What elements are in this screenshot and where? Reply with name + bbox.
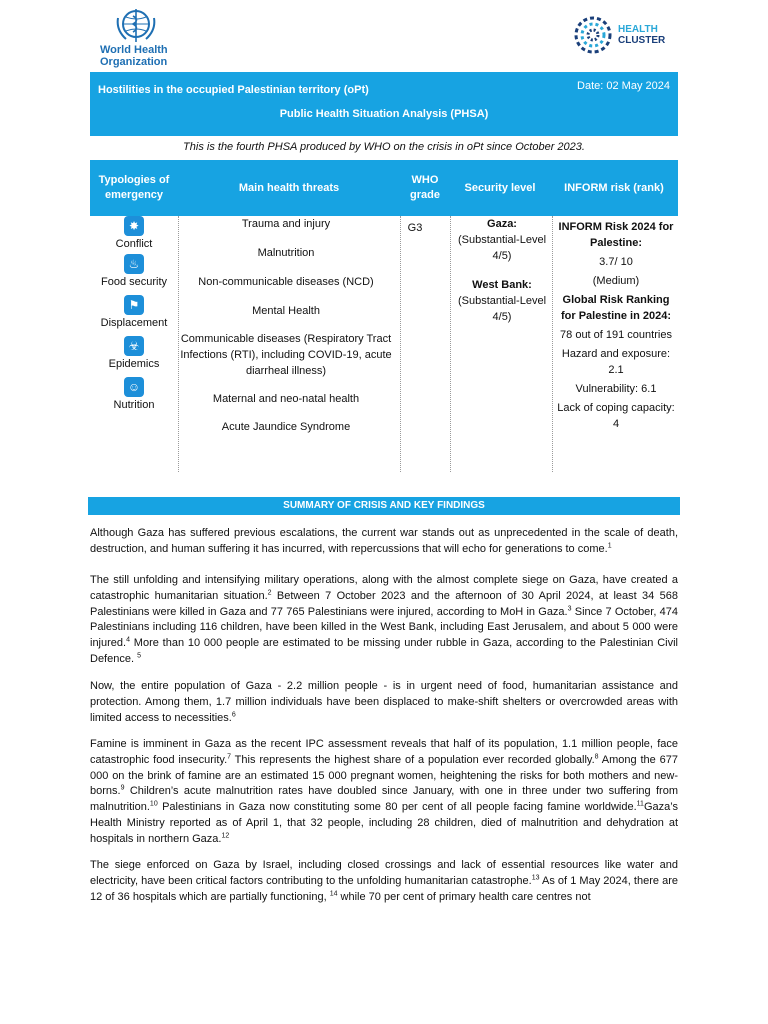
threat-item: Maternal and neo-natal health xyxy=(212,393,360,405)
health-cluster-logo xyxy=(572,14,682,58)
security-gaza xyxy=(452,216,552,264)
emergency-nutrition xyxy=(90,377,178,411)
threat-item: Mental Health xyxy=(252,305,320,317)
column-divider xyxy=(178,216,179,472)
biohazard-icon: ☣ xyxy=(124,336,144,356)
paragraph-text: Children’s acute malnutrition rates have doubled since January, with one in three under two suffering from malnutrition. xyxy=(90,785,678,814)
walking-person-icon: ⚑ xyxy=(124,295,144,315)
paragraph-text: Gaza’s Health Ministry reported as of April 1, that 32 people, including 28 children, died of malnutrition and dehydration at hospitals in northern Gaza. xyxy=(90,801,678,845)
header-who-grade: WHO grade xyxy=(410,174,440,201)
health-cluster-line2: CLUSTER xyxy=(618,35,666,46)
threat-item: Communicable diseases (Respiratory Tract Infections (RTI), including COVID-19, acute diarrheal illness) xyxy=(180,333,392,377)
security-level: (Substantial-Level 4/5) xyxy=(457,295,547,323)
footnote-ref: 8 xyxy=(594,753,599,761)
paragraph-text: while 70 per cent of primary health care centres not xyxy=(337,890,591,903)
paragraph-text: Famine is imminent in Gaza as the recent IPC assessment reveals that half of its population, 1.1 million people, face catastrophic food insecurity. xyxy=(90,738,678,766)
footnote-ref: 14 xyxy=(329,889,338,897)
emergency-label: Epidemics xyxy=(108,358,160,370)
who-logo xyxy=(100,6,176,70)
column-divider xyxy=(552,216,553,472)
paragraph-5 xyxy=(90,858,678,905)
paragraph-3 xyxy=(90,679,678,726)
header-health-threats: Main health threats xyxy=(238,181,340,194)
paragraph-text: Among the 677 000 on the brink of famine are an estimated 15 000 pregnant women, heightening the risks for both mothers and new-borns. xyxy=(90,753,678,798)
intro-note: This is the fourth PHSA produced by WHO on the crisis in oPt since October 2023. xyxy=(183,141,585,153)
emergency-food-security xyxy=(90,254,178,288)
lack-of-coping-capacity: Lack of coping capacity: 4 xyxy=(557,402,675,430)
who-name xyxy=(100,44,180,68)
emergency-epidemics xyxy=(90,336,178,370)
security-area: Gaza: xyxy=(487,218,517,230)
threat-item: Trauma and injury xyxy=(241,218,331,230)
who-grade-value: G3 xyxy=(407,222,423,234)
table-header xyxy=(90,160,678,216)
security-west-bank xyxy=(452,277,552,325)
threat-item: Acute Jaundice Syndrome xyxy=(221,421,351,433)
inform-risk-title: INFORM Risk 2024 for Palestine: xyxy=(558,221,674,249)
paragraph-text: Palestinians in Gaza now constituting some 80 per cent of all people facing famine worldwide. xyxy=(157,801,637,814)
emergency-label: Displacement xyxy=(100,317,168,329)
footnote-ref: 13 xyxy=(531,874,540,882)
global-ranking-value: 78 out of 191 countries xyxy=(560,329,672,341)
emergency-label: Food security xyxy=(100,276,168,288)
global-ranking-title: Global Risk Ranking for Palestine in 2024: xyxy=(560,294,672,322)
health-cluster-swirl-icon xyxy=(572,14,614,56)
footnote-ref: 5 xyxy=(137,652,141,660)
paragraph-text: This represents the highest share of a population ever recorded globally. xyxy=(231,753,595,766)
paragraph-text: The still unfolding and intensifying military operations, along with the almost complete siege on Gaza, have created a catastrophic humanitarian situation. xyxy=(90,574,678,602)
title-banner xyxy=(90,72,678,136)
paragraph-text: Between 7 October 2023 and the afternoon of 30 April 2024, at least 34 568 Palestinians were killed in Gaza and 77 765 Palestinians were injured, according to MoH in Gaza. xyxy=(90,589,678,618)
footnote-ref: 2 xyxy=(267,589,272,597)
column-divider xyxy=(400,216,401,472)
child-face-icon: ☺ xyxy=(124,377,144,397)
footnote-ref: 12 xyxy=(221,832,230,840)
footnote-ref: 7 xyxy=(227,753,232,761)
paragraph-text: More than 10 000 people are estimated to be missing under rubble in Gaza, according to the Palestinian Civil Defence. xyxy=(90,637,678,665)
emergency-conflict xyxy=(90,216,178,250)
vulnerability: Vulnerability: 6.1 xyxy=(575,383,657,395)
report-date: Date: 02 May 2024 xyxy=(577,80,670,92)
who-name-line1: World Health xyxy=(100,44,168,56)
security-level: (Substantial-Level 4/5) xyxy=(457,234,547,262)
report-title: Hostilities in the occupied Palestinian territory (oPt) xyxy=(98,84,369,96)
footnote-ref: 3 xyxy=(567,604,572,612)
footnote-ref: 10 xyxy=(149,800,158,808)
inform-risk-class: (Medium) xyxy=(592,275,640,287)
who-emblem-icon xyxy=(114,6,158,46)
emergency-label: Nutrition xyxy=(113,399,155,411)
hazard-exposure: Hazard and exposure: 2.1 xyxy=(561,348,671,376)
footnote-ref: 6 xyxy=(231,710,236,718)
footnote-ref: 1 xyxy=(607,542,612,550)
threat-item: Malnutrition xyxy=(257,247,315,259)
paragraph-2 xyxy=(90,573,678,668)
header-security-level: Security level xyxy=(464,181,536,194)
inform-risk-block xyxy=(556,219,676,432)
health-cluster-text xyxy=(618,24,665,46)
paragraph-text: Since 7 October, 474 Palestinians including 116 children, have been killed in the West Bank, including East Jerusalem, and about 5 000 were injured. xyxy=(90,605,678,650)
inform-risk-value: 3.7/ 10 xyxy=(599,256,633,268)
emergency-displacement xyxy=(90,295,178,329)
security-area: West Bank: xyxy=(472,279,532,291)
food-bowl-icon: ♨ xyxy=(124,254,144,274)
summary-heading: SUMMARY OF CRISIS AND KEY FINDINGS xyxy=(88,497,680,515)
threat-item: Non-communicable diseases (NCD) xyxy=(198,276,374,288)
footnote-ref: 9 xyxy=(120,784,125,792)
paragraph-text: The siege enforced on Gaza by Israel, including closed crossings and lack of essential resources like water and electricity, have been critical factors contributing to the unfolding humanitarian catastrophe. xyxy=(90,859,678,887)
header-inform-risk: INFORM risk (rank) xyxy=(564,181,664,194)
paragraph-1 xyxy=(90,526,678,558)
footnote-ref: 4 xyxy=(126,636,130,644)
paragraph-4 xyxy=(90,737,678,848)
paragraph-text: Although Gaza has suffered previous escalations, the current war stands out as unprecedented in the scale of death, destruction, and human suffering it has incurred, with repercussions that will echo for generations to come. xyxy=(90,527,678,555)
paragraph-text: Now, the entire population of Gaza - 2.2 million people - is in urgent need of food, humanitarian assistance and protection. Among them, 1.7 million individuals have been displaced to make-shift shelters or overcrowded areas with limited access to necessities. xyxy=(90,680,678,724)
column-divider xyxy=(450,216,451,472)
report-subtitle: Public Health Situation Analysis (PHSA) xyxy=(279,108,489,120)
explosion-icon: ✸ xyxy=(124,216,144,236)
header-typologies: Typologies of emergency xyxy=(98,174,170,201)
footnote-ref: 11 xyxy=(636,800,644,808)
health-cluster-line1: HEALTH xyxy=(618,24,658,35)
who-name-line2: Organization xyxy=(100,56,168,68)
paragraph-text: As of 1 May 2024, there are 12 of 36 hospitals which are partially functioning, xyxy=(90,874,678,903)
emergency-label: Conflict xyxy=(115,238,153,250)
